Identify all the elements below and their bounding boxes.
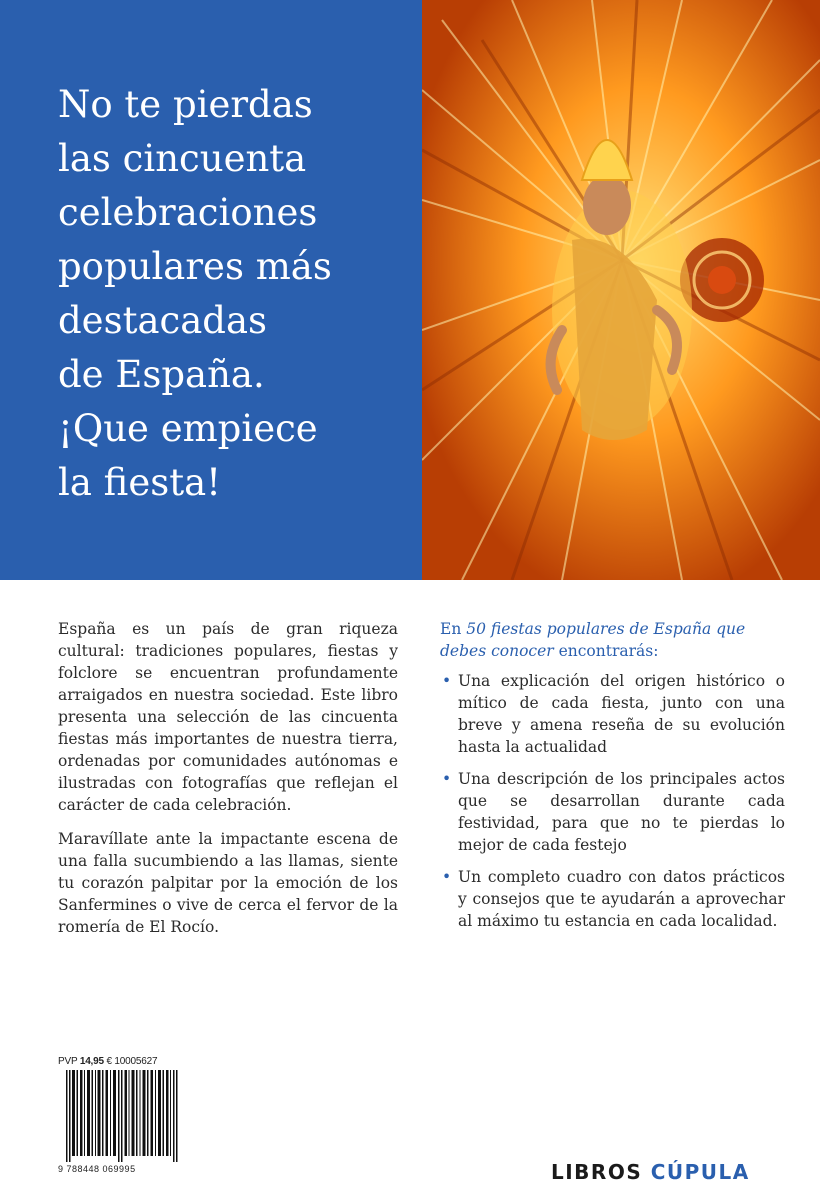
publisher-part1: LIBROS — [551, 1160, 651, 1184]
headline-line: ¡Que empiece — [58, 407, 318, 450]
description-column — [58, 618, 398, 950]
headline-line: populares más — [58, 245, 332, 288]
book-title: 50 fiestas populares de España que debes conocer — [440, 620, 746, 660]
headline — [58, 78, 418, 510]
publisher-logo — [551, 1160, 750, 1184]
product-code: 10005627 — [114, 1056, 158, 1067]
bullet-text: Un completo cuadro con datos prácticos y consejos que te ayudarán a aprovechar al máximo tu estancia en cada localidad. — [458, 868, 785, 930]
barcode-icon — [66, 1070, 180, 1162]
feature-bullet — [440, 866, 785, 932]
currency: € — [106, 1056, 112, 1067]
headline-line: No te pierdas — [58, 83, 313, 126]
headline-line: de España. — [58, 353, 265, 396]
intro-suffix: encontrarás: — [553, 642, 659, 660]
publisher-part2: CÚPULA — [650, 1160, 750, 1184]
headline-line: las cincuenta — [58, 137, 307, 180]
bullet-icon: • — [442, 770, 452, 788]
feature-bullet — [440, 768, 785, 856]
barcode-block — [58, 1056, 188, 1180]
feature-bullet — [440, 670, 785, 758]
cover-top — [0, 0, 820, 580]
barcode-digits: 9 788448 069995 — [58, 1164, 136, 1174]
price-line — [58, 1056, 188, 1067]
price-label: PVP — [58, 1056, 78, 1067]
carnival-dancer-illustration — [422, 0, 820, 580]
headline-panel — [0, 0, 422, 580]
carnival-photo — [422, 0, 820, 580]
description-paragraph: Maravíllate ante la impactante escena de una falla sucumbiendo a las llamas, siente tu corazón palpitar por la emoción de los Sanfermines o vive de cerca el fervor de la romería de El Rocío. — [58, 830, 398, 936]
description-paragraph: España es un país de gran riqueza cultural: tradiciones populares, fiestas y folclore se encuentran profundamente arraigados en nuestra sociedad. Este libro presenta una selección de las cincuenta fiestas más importantes de nuestra tierra, ordenadas por comunidades autónomas e ilustradas con fotografías que reflejan el carácter de cada celebración. — [58, 620, 398, 814]
headline-line: celebraciones — [58, 191, 318, 234]
price-value: 14,95 — [79, 1056, 104, 1067]
bullet-text: Una explicación del origen histórico o mítico de cada fiesta, junto con una breve y amena reseña de su evolución hasta la actualidad — [458, 672, 785, 756]
bullet-icon: • — [442, 672, 452, 690]
bullet-text: Una descripción de los principales actos que se desarrollan durante cada festividad, para que no te pierdas lo mejor de cada festejo — [458, 770, 785, 854]
headline-line: la fiesta! — [58, 461, 222, 504]
intro-prefix: En — [440, 620, 467, 638]
contents-column — [440, 618, 785, 942]
bullet-icon: • — [442, 868, 452, 886]
contents-intro — [440, 618, 785, 662]
headline-line: destacadas — [58, 299, 268, 342]
